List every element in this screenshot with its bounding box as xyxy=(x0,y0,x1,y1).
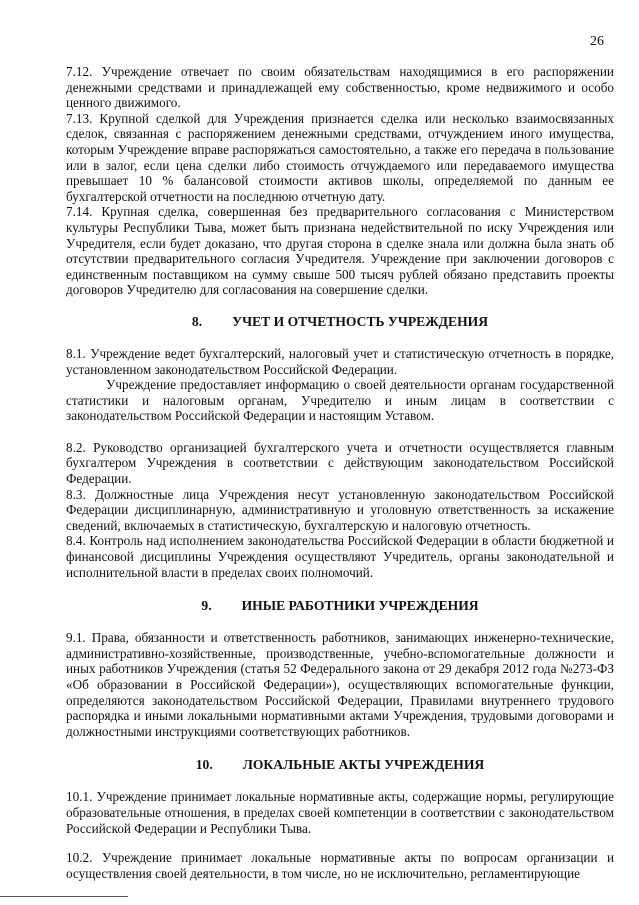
paragraph-10-2: 10.2. Учреждение принимает локальные нормативные акты по вопросам организации и осуществления своей деятельности, в том числе, но не исключительно, регламентирующие xyxy=(66,850,614,881)
paragraph-8-1-continued: Учреждение предоставляет информацию о своей деятельности органам государственной статистики и налоговым органам, Учредителю и иным лицам в соответствии с законодательством Российской Федерации и настоящим Уставом. xyxy=(66,377,614,424)
section-9-title: ИНЫЕ РАБОТНИКИ УЧРЕЖДЕНИЯ xyxy=(241,598,479,614)
page-content xyxy=(66,64,614,881)
paragraph-10-1: 10.1. Учреждение принимает локальные нормативные акты, содержащие нормы, регулирующие образовательные отношения, в пределах своей компетенции в соответствии с законодательством Российской Федерации и Республики Тыва. xyxy=(66,789,614,836)
paragraph-9-1: 9.1. Права, обязанности и ответственность работников, занимающих инженерно-технические, административно-хозяйственные, производственные, учебно-вспомогательные должности и иных работников Учреждения (статья 52 Федерального закона от 29 декабря 2012 года №273-ФЗ «Об образовании в Российской Федерации»), осуществляющих вспомогательные функции, определяются законодательством Российской Федерации, Правилами внутреннего трудового распорядка и иными локальными нормативными актами Учреждения, трудовыми договорами и должностными инструкциями соответствующих работников. xyxy=(66,630,614,739)
paragraph-8-3: 8.3. Должностные лица Учреждения несут установленную законодательством Российской Федерации дисциплинарную, административную и уголовную ответственность за искажение сведений, включаемых в статистическую, бухгалтерскую и налоговую отчетность. xyxy=(66,486,614,533)
section-9-heading xyxy=(66,598,614,614)
paragraph-8-1: 8.1. Учреждение ведет бухгалтерский, налоговый учет и статистическую отчетность в порядке, установленном законодательством Российской Федерации. xyxy=(66,345,614,377)
section-10-number: 10. xyxy=(195,757,213,773)
section-10-heading xyxy=(66,757,614,773)
page-number: 26 xyxy=(590,34,604,49)
paragraph-7-13: 7.13. Крупной сделкой для Учреждения признается сделка или несколько взаимосвязанных сделок, связанная с распоряжением денежными средствами, отчуждением иного имущества, которым Учреждение вправе распоряжаться самостоятельно, а также его передача в пользование или в залог, если цена сделки либо стоимость отчуждаемого или передаваемого имущества превышает 10 % балансовой стоимости активов школы, определяемой по данным ее бухгалтерской отчетности на последнюю отчетную дату. xyxy=(66,110,614,204)
section-8-heading xyxy=(66,314,614,330)
section-8-number: 8. xyxy=(191,313,203,329)
section-8-title: УЧЕТ И ОТЧЕТНОСТЬ УЧРЕЖДЕНИЯ xyxy=(232,313,489,329)
paragraph-8-4: 8.4. Контроль над исполнением законодательства Российской Федерации в области бюджетной и финансовой дисциплины Учреждения осуществляют Учредитель, органы законодательной и исполнительной власти в пределах своих полномочий. xyxy=(66,533,614,580)
paragraph-8-2: 8.2. Руководство организацией бухгалтерского учета и отчетности осуществляется главным бухгалтером Учреждения в соответствии с действующим законодательством Российской Федерации. xyxy=(66,439,614,487)
paragraph-7-12: 7.12. Учреждение отвечает по своим обязательствам находящимися в его распоряжении денежными средствами и принадлежащей ему собственностью, кроме недвижимого и особо ценного движимого. xyxy=(66,64,614,111)
footnote-separator-line xyxy=(0,896,128,897)
paragraph-7-14: 7.14. Крупная сделка, совершенная без предварительного согласования с Министерством культуры Республики Тыва, может быть признана недействительной по иску Учреждения или Учредителя, если будет доказано, что другая сторона в сделке знала или должна была знать об отсутствии предварительного согласия Учредителя. Учреждение при заключении договоров с единственным поставщиком на сумму свыше 500 тысяч рублей обязано представить проекты договоров Учредителю для согласования на совершение сделки. xyxy=(66,204,614,298)
section-9-number: 9. xyxy=(201,598,212,614)
section-10-title: ЛОКАЛЬНЫЕ АКТЫ УЧРЕЖДЕНИЯ xyxy=(242,757,485,773)
